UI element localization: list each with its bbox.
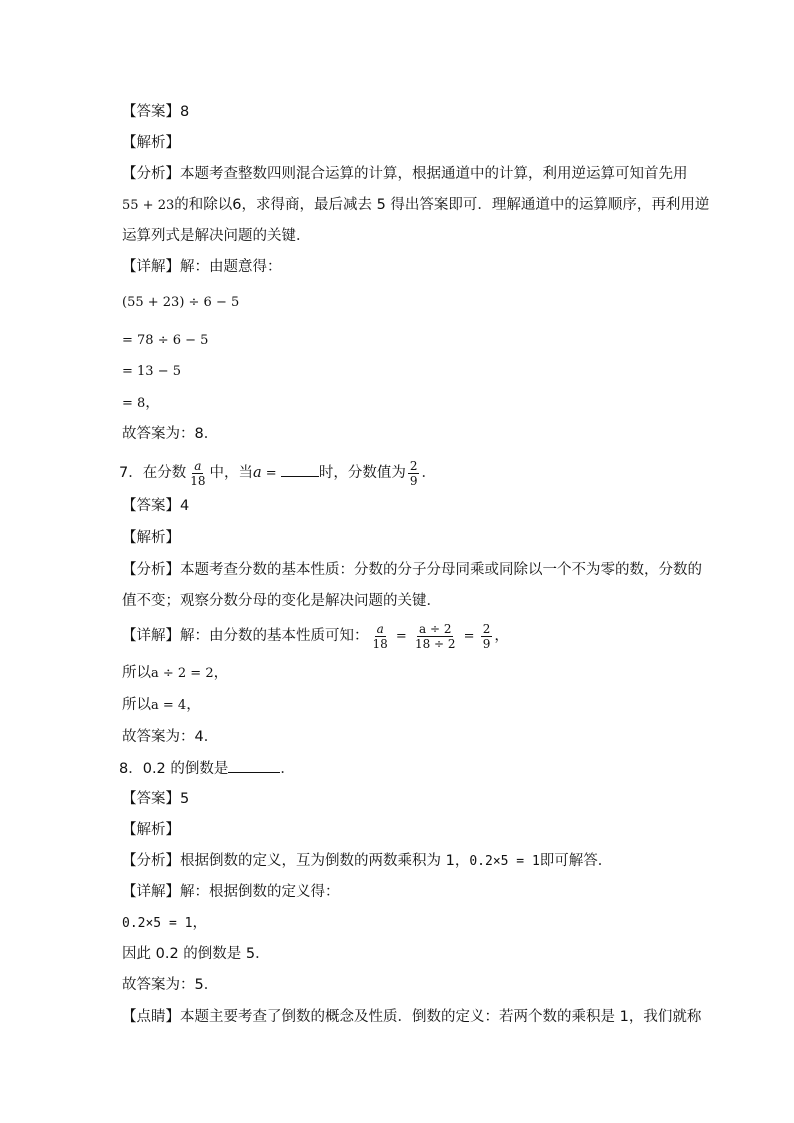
fraction — [188, 459, 207, 488]
answer-blank — [228, 758, 280, 773]
analysis-text: 【分析】本题考查分数的基本性质：分数的分子分母同乘或同除以一个不为零的数，分数的 — [122, 562, 702, 578]
math-expression: 0.2×5 = 1 — [469, 854, 540, 869]
math-expression: 55 + 23 — [122, 198, 175, 213]
detail-heading: 【详解】解：由题意得： — [122, 259, 282, 275]
text: 所以 — [122, 665, 151, 681]
fraction-denominator: 18 ÷ 2 — [414, 636, 456, 651]
detail-heading: 【详解】解：根据倒数的定义得： — [122, 884, 340, 900]
math-expression: a ÷ 2 = 2 — [151, 666, 214, 681]
fraction-numerator: a — [194, 458, 202, 473]
text: 所以 — [122, 697, 151, 713]
text: ， — [192, 915, 207, 931]
text: ， — [494, 628, 509, 644]
variable: a — [253, 465, 262, 481]
detail-line — [122, 695, 201, 716]
text: 7．在分数 — [119, 465, 187, 481]
analysis-text — [122, 851, 612, 872]
fraction-denominator: 18 — [190, 473, 206, 488]
final-answer: 故答案为：8． — [122, 426, 219, 442]
analysis-text — [122, 195, 709, 216]
analysis-text: 运算列式是解决问题的关键． — [122, 228, 311, 244]
text: ， — [145, 395, 160, 411]
math-step: = 13 − 5 — [122, 364, 181, 379]
math-expression: = 8 — [122, 396, 146, 411]
math-step — [122, 913, 207, 934]
math-step: = 78 ÷ 6 − 5 — [122, 333, 209, 348]
question-stem — [119, 455, 436, 492]
analysis-heading: 【解析】 — [122, 135, 180, 151]
text: ． — [280, 761, 295, 777]
fraction — [413, 622, 458, 651]
math-step: (55 + 23) ÷ 6 − 5 — [122, 295, 240, 310]
fraction-numerator: 2 — [409, 458, 418, 473]
fraction-denominator: 9 — [409, 473, 418, 488]
analysis-text: 【分析】本题考查整数四则混合运算的计算，根据通道中的计算，利用逆运算可知首先用 — [122, 166, 688, 182]
text: 中，当 — [209, 465, 254, 481]
text: ． — [421, 465, 436, 481]
math-step — [122, 393, 160, 414]
analysis-text: 值不变；观察分数分母的变化是解决问题的关键． — [122, 593, 441, 609]
key-point-text: 【点睛】本题主要考查了倒数的概念及性质．倒数的定义：若两个数的乘积是 1，我们就称 — [122, 1009, 702, 1025]
math-expression: 0.2×5 = 1 — [122, 916, 193, 931]
final-answer: 故答案为：4． — [122, 729, 219, 745]
fraction — [371, 622, 390, 651]
answer-line: 【答案】8 — [122, 104, 190, 120]
final-answer: 故答案为：5． — [122, 977, 219, 993]
fraction — [408, 459, 420, 488]
text: 的和除以6，求得商，最后减去 5 得出答案即可．理解通道中的运算顺序，再利用逆 — [174, 197, 710, 213]
fraction-numerator: a — [376, 621, 384, 636]
fraction — [481, 622, 493, 651]
text: ， — [213, 665, 229, 681]
analysis-heading: 【解析】 — [122, 530, 180, 546]
math-expression: a = 4 — [151, 698, 187, 713]
fraction-numerator: 2 — [482, 621, 491, 636]
text: = — [261, 466, 281, 481]
detail-line — [122, 663, 228, 684]
analysis-heading: 【解析】 — [122, 822, 180, 838]
answer-blank — [281, 462, 319, 477]
fraction-denominator: 18 — [372, 636, 388, 651]
answer-line: 【答案】4 — [122, 498, 190, 514]
detail-heading: 【详解】解：由分数的基本性质可知： — [122, 628, 369, 644]
fraction-numerator: a ÷ 2 — [419, 621, 452, 636]
detail-line: 【详解】解：由分数的基本性质可知： $\frac{a}{18}$ = $\frac{a \div 2}{18 \div 2}$ = $\frac{2}{9}$ ， — [122, 621, 509, 651]
text: 【分析】根据倒数的定义，互为倒数的两数乘积为 1， — [122, 853, 470, 869]
text: ， — [186, 697, 201, 713]
text: 时，分数值为 — [318, 465, 406, 481]
text: 8．0.2 的倒数是 — [119, 761, 229, 777]
detail-line: 因此 0.2 的倒数是 5． — [122, 946, 270, 962]
text: 即可解答． — [539, 853, 613, 869]
question-stem — [119, 758, 295, 779]
answer-line: 【答案】5 — [122, 791, 190, 807]
fraction-denominator: 9 — [482, 636, 491, 651]
